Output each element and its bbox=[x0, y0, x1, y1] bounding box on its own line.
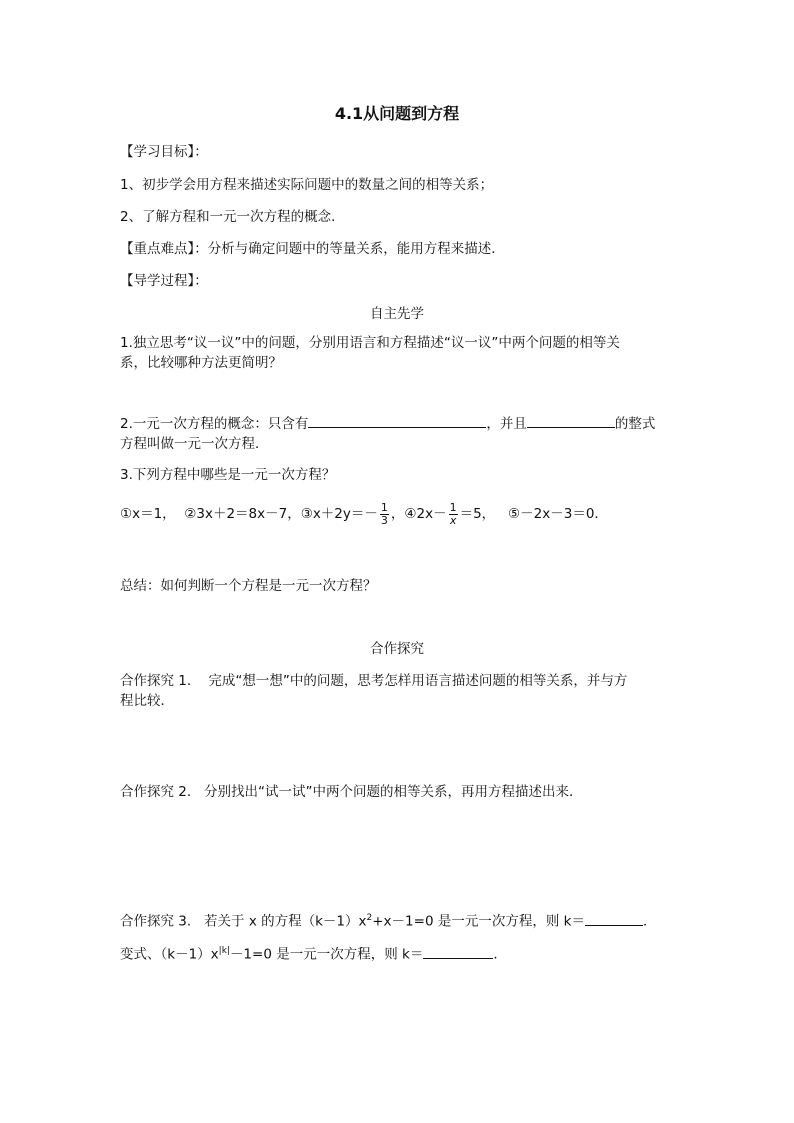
answer-blank-1[interactable] bbox=[308, 413, 486, 428]
equation-4-text: ④2x－ bbox=[404, 506, 447, 522]
fraction-numerator: 1 bbox=[380, 500, 388, 514]
goal-2: 2、了解方程和一元一次方程的概念． bbox=[120, 209, 345, 225]
section-title-self-study: 自主先学 bbox=[370, 306, 424, 322]
goal-1: 1、初步学会用方程来描述实际问题中的数量之间的相等关系； bbox=[120, 177, 494, 193]
equation-5: ⑤－2x－3＝0． bbox=[508, 506, 608, 522]
answer-blank-3[interactable] bbox=[585, 911, 643, 926]
equation-list bbox=[120, 496, 608, 532]
coop-1-line-2: 程比较． bbox=[120, 693, 174, 709]
key-label: 【重点难点】： bbox=[120, 241, 208, 257]
fraction-denominator: 3 bbox=[380, 513, 388, 527]
equation-3-end: ， bbox=[390, 506, 405, 522]
key-points bbox=[120, 238, 505, 260]
coop-3-period: ． bbox=[642, 913, 657, 930]
summary-question: 总结：如何判断一个方程是一元一次方程？ bbox=[120, 578, 377, 594]
answer-blank-4[interactable] bbox=[423, 944, 493, 959]
question-2-text-c: 的整式 bbox=[614, 416, 656, 432]
equation-4 bbox=[404, 500, 496, 527]
coop-3 bbox=[120, 907, 656, 933]
question-2-text-a: 2.一元一次方程的概念：只含有 bbox=[120, 416, 309, 432]
equation-3-text: ③x＋2y＝－ bbox=[300, 506, 378, 522]
answer-blank-2[interactable] bbox=[527, 413, 615, 428]
question-2 bbox=[120, 413, 655, 435]
coop-2-text: 分别找出“试一试”中两个问题的相等关系，再用方程描述出来． bbox=[204, 784, 583, 800]
fraction-one-third bbox=[380, 502, 389, 527]
key-text: 分析与确定问题中的等量关系，能用方程来描述． bbox=[207, 241, 505, 257]
variation-text-end: －1=0 是一元一次方程，则 k＝ bbox=[229, 946, 424, 963]
coop-1-line-1 bbox=[120, 670, 627, 692]
variation-text: 变式、（k－1）x bbox=[120, 946, 219, 963]
goals-header: 【学习目标】： bbox=[120, 144, 208, 160]
question-2-text-b: ，并且 bbox=[486, 416, 527, 432]
fraction-denominator: x bbox=[449, 513, 457, 527]
coop-1-text: 完成“想一想”中的问题，思考怎样用语言描述问题的相等关系，并与方 bbox=[208, 673, 628, 689]
exponent-abs-k: |k| bbox=[218, 946, 230, 956]
exponent: 2 bbox=[366, 913, 373, 923]
fraction-numerator: 1 bbox=[449, 500, 457, 514]
equation-1: ①x＝1， bbox=[120, 506, 176, 522]
section-title-cooperation: 合作探究 bbox=[370, 641, 424, 657]
variation bbox=[120, 940, 507, 966]
page-title: 4.1从问题到方程 bbox=[334, 104, 460, 123]
coop-3-label: 合作探究 3. bbox=[120, 913, 192, 930]
coop-3-text-end: +x－1=0 是一元一次方程，则 k＝ bbox=[372, 913, 585, 930]
question-3: 3.下列方程中哪些是一元一次方程？ bbox=[120, 467, 336, 483]
fraction-one-over-x bbox=[449, 502, 458, 527]
process-header: 【导学过程】： bbox=[120, 273, 208, 289]
question-1-line-2: 系，比较哪种方法更简明？ bbox=[120, 355, 282, 371]
variation-period: ． bbox=[493, 946, 507, 963]
coop-3-text: 若关于 x 的方程（k－1）x bbox=[204, 913, 367, 930]
question-2-line-2: 方程叫做一元一次方程． bbox=[120, 436, 269, 452]
coop-2-label: 合作探究 2. bbox=[120, 784, 192, 800]
coop-2 bbox=[120, 781, 583, 803]
question-1-line-1: 1.独立思考“议一议”中的问题，分别用语言和方程描述“议一议”中两个问题的相等关 bbox=[120, 335, 620, 351]
coop-1-label: 合作探究 1. bbox=[120, 673, 192, 689]
equation-3 bbox=[300, 500, 405, 527]
equation-4-end: ＝5， bbox=[459, 506, 496, 522]
equation-2: ②3x＋2＝8x－7， bbox=[184, 506, 301, 522]
